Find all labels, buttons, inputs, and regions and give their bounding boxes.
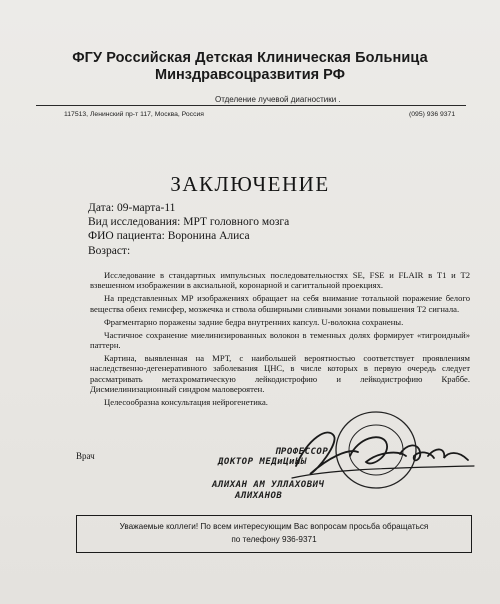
- report-paragraph: Фрагментарно поражены задние бедра внутренних капсул. U-волокна сохранены.: [104, 316, 404, 327]
- stamp-title-doctor: ДОКТОР МЕДиЦиНЫ: [218, 457, 307, 467]
- stamp-title-professor: ПРОФЕССОР: [275, 447, 329, 457]
- report-paragraph: На представленных МР изображениях обращает на себя внимание тотальной поражение белого вещества обеих гемисфер, мозжечка и ствола обширными сливными зонами повышения Т2 сигнала.: [90, 293, 470, 314]
- report-paragraph: Картина, выявленная на МРТ, с наибольшей вероятностью соответствует проявлениям наследственно-дегенеративного заболевания ЦНС, в числе которых в первую очередь следует рассматривать метахроматическую лейкодистрофию и лейкодистрофию Краббе. Дисмиелинизационный синдром маловероятен.: [90, 352, 470, 395]
- document-title: ЗАКЛЮЧЕНИЕ: [170, 172, 330, 196]
- phone-number: (095) 936 9371: [409, 111, 456, 118]
- doctor-role-label: Врач: [76, 451, 95, 461]
- notice-line: Уважаемые коллеги! По всем интересующим Вас вопросам просьба обращаться: [119, 522, 429, 531]
- report-body: [90, 270, 470, 410]
- report-paragraph: Частичное сохранение миелинизированных волокон в теменных долях формирует «тигроидный» паттерн.: [90, 329, 470, 350]
- patient-name: ФИО пациента: Воронина Алиса: [88, 230, 250, 242]
- notice-phone-line: по телефону 936-9371: [231, 535, 317, 544]
- contact-notice-box: [76, 515, 472, 553]
- stamp-doctor-surname: АЛИХАНОВ: [235, 491, 283, 501]
- exam-type: Вид исследования: МРТ головного мозга: [88, 216, 290, 228]
- header-divider: [36, 105, 466, 106]
- address: 117513, Ленинский пр-т 117, Москва, Россия: [64, 111, 204, 118]
- department-name: Отделение лучевой диагностики .: [215, 95, 341, 104]
- report-paragraph: Целесообразна консультация нейрогенетика.: [104, 396, 268, 407]
- patient-age: Возраст:: [88, 245, 131, 257]
- report-paragraph: Исследование в стандартных импульсных последовательностях SE, FSE и FLAIR в Т1 и Т2 взвешенном изображении в аксиальной, коронарной и сагиттальной проекциях.: [90, 270, 470, 291]
- institution-name: ФГУ Российская Детская Клиническая Больница: [72, 50, 428, 66]
- stamp-doctor-name: АЛИХАН АМ УЛЛАХОВИЧ: [212, 480, 325, 490]
- exam-date: Дата: 09-марта-11: [88, 202, 176, 214]
- ministry-name: Минздравсоцразвития РФ: [155, 67, 345, 83]
